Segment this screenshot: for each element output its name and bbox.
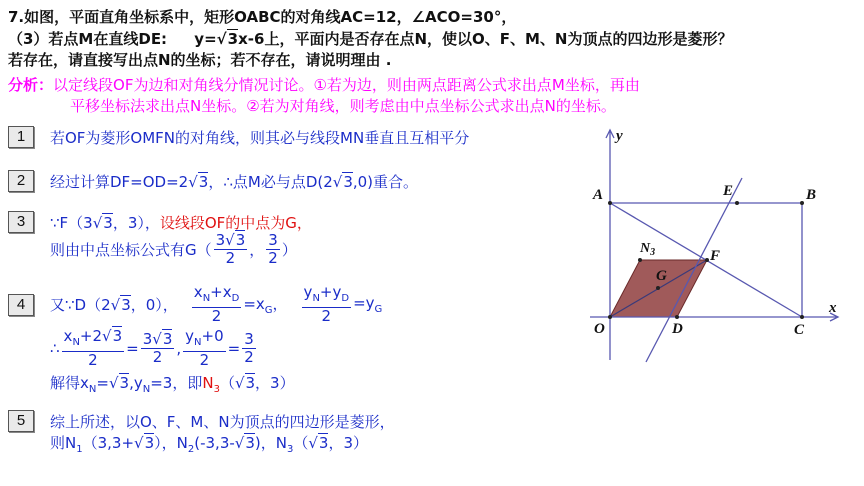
point-b bbox=[800, 201, 804, 205]
label-c: C bbox=[794, 322, 805, 338]
label-b: B bbox=[806, 187, 817, 203]
label-n3: $N_3$ bbox=[640, 241, 656, 258]
label-o: O bbox=[594, 321, 605, 337]
label-e: E bbox=[723, 183, 734, 199]
question-line-2-start: （3）若点M在直线DE: bbox=[8, 30, 168, 48]
label-d: D bbox=[672, 321, 683, 337]
step-3-text: ∵F（3√3，3），设线段OF的中点为G， bbox=[50, 214, 312, 232]
analysis-line-2: 平移坐标法求出点N坐标。②若为对角线，则考虑由中点坐标公式求出点N的坐标。 bbox=[70, 97, 616, 115]
analysis-label: 分析： bbox=[8, 76, 54, 94]
analysis-line-1 bbox=[8, 74, 640, 95]
step-3-badge: 3 bbox=[8, 211, 34, 233]
step-1-text: 若OF为菱形OMFN的对角线，则其必与线段MN垂直且互相平分 bbox=[50, 129, 470, 147]
question-line-2 bbox=[8, 28, 732, 49]
line-de-equation: y=√3x-6 bbox=[194, 30, 265, 48]
step-4-text-2: ∴ $\frac{x_N+2√3}{2}$ = $\frac{3√3}{2}$ , $\frac{y_N+0}{2}$ = $\frac{3}{2}$ bbox=[50, 327, 254, 369]
question-line-1: 7.如图，平面直角坐标系中，矩形OABC的对角线AC=12，∠ACO=30°， bbox=[8, 8, 517, 26]
label-f: F bbox=[710, 248, 721, 264]
label-a: A bbox=[593, 187, 604, 203]
label-y: y bbox=[616, 128, 623, 144]
step-5-text: 综上所述，以O、F、M、N为顶点的四边形是菱形， bbox=[50, 413, 395, 431]
step-5-badge: 5 bbox=[8, 410, 34, 432]
step-3-text-2: 则由中点坐标公式有G（ $\frac{3√3}{2}$ ， $\frac{3}{2}$ ） bbox=[50, 231, 297, 267]
step-1-badge: 1 bbox=[8, 126, 34, 148]
step-4-badge: 4 bbox=[8, 294, 34, 316]
question-line-2-end: 上，平面内是否存在点N，使以O、F、M、N为顶点的四边形是菱形？ bbox=[264, 30, 733, 48]
point-c bbox=[800, 315, 804, 319]
point-d bbox=[675, 315, 679, 319]
point-e bbox=[735, 201, 739, 205]
step-2-text: 经过计算DF=OD=2√3，∴点M必与点D(2√3,0)重合。 bbox=[50, 173, 419, 191]
question-line-3: 若存在，请直接写出点N的坐标；若不存在，请说明理由 . bbox=[8, 51, 392, 69]
label-x: x bbox=[829, 300, 837, 316]
geometry-figure bbox=[580, 120, 850, 370]
step-2-badge: 2 bbox=[8, 170, 34, 192]
step-5-text-2: 则$N_1(3,3+√3)$，$N_2(-3,3-√3)$，$N_3(√3$，3） bbox=[50, 434, 368, 455]
label-g: G bbox=[656, 268, 667, 284]
point-a bbox=[608, 201, 612, 205]
point-f bbox=[705, 258, 709, 262]
point-o bbox=[608, 315, 612, 319]
analysis-text-1: 以定线段OF为边和对角线分情况讨论。①若为边，则由两点距离公式求出点M坐标，再由 bbox=[53, 76, 640, 94]
step-4-text: 又∵D（2√3，0）， $\frac{x_N+x_D}{2}$ $=x_G$， $\frac{y_N+y_D}{2}$ $=y_G$ bbox=[50, 283, 383, 325]
step-4-text-3: 解得$x_N=√3,y_N=3$，即$N_3(√3$，3） bbox=[50, 374, 295, 395]
point-g bbox=[656, 286, 660, 290]
point-n3 bbox=[638, 258, 642, 262]
